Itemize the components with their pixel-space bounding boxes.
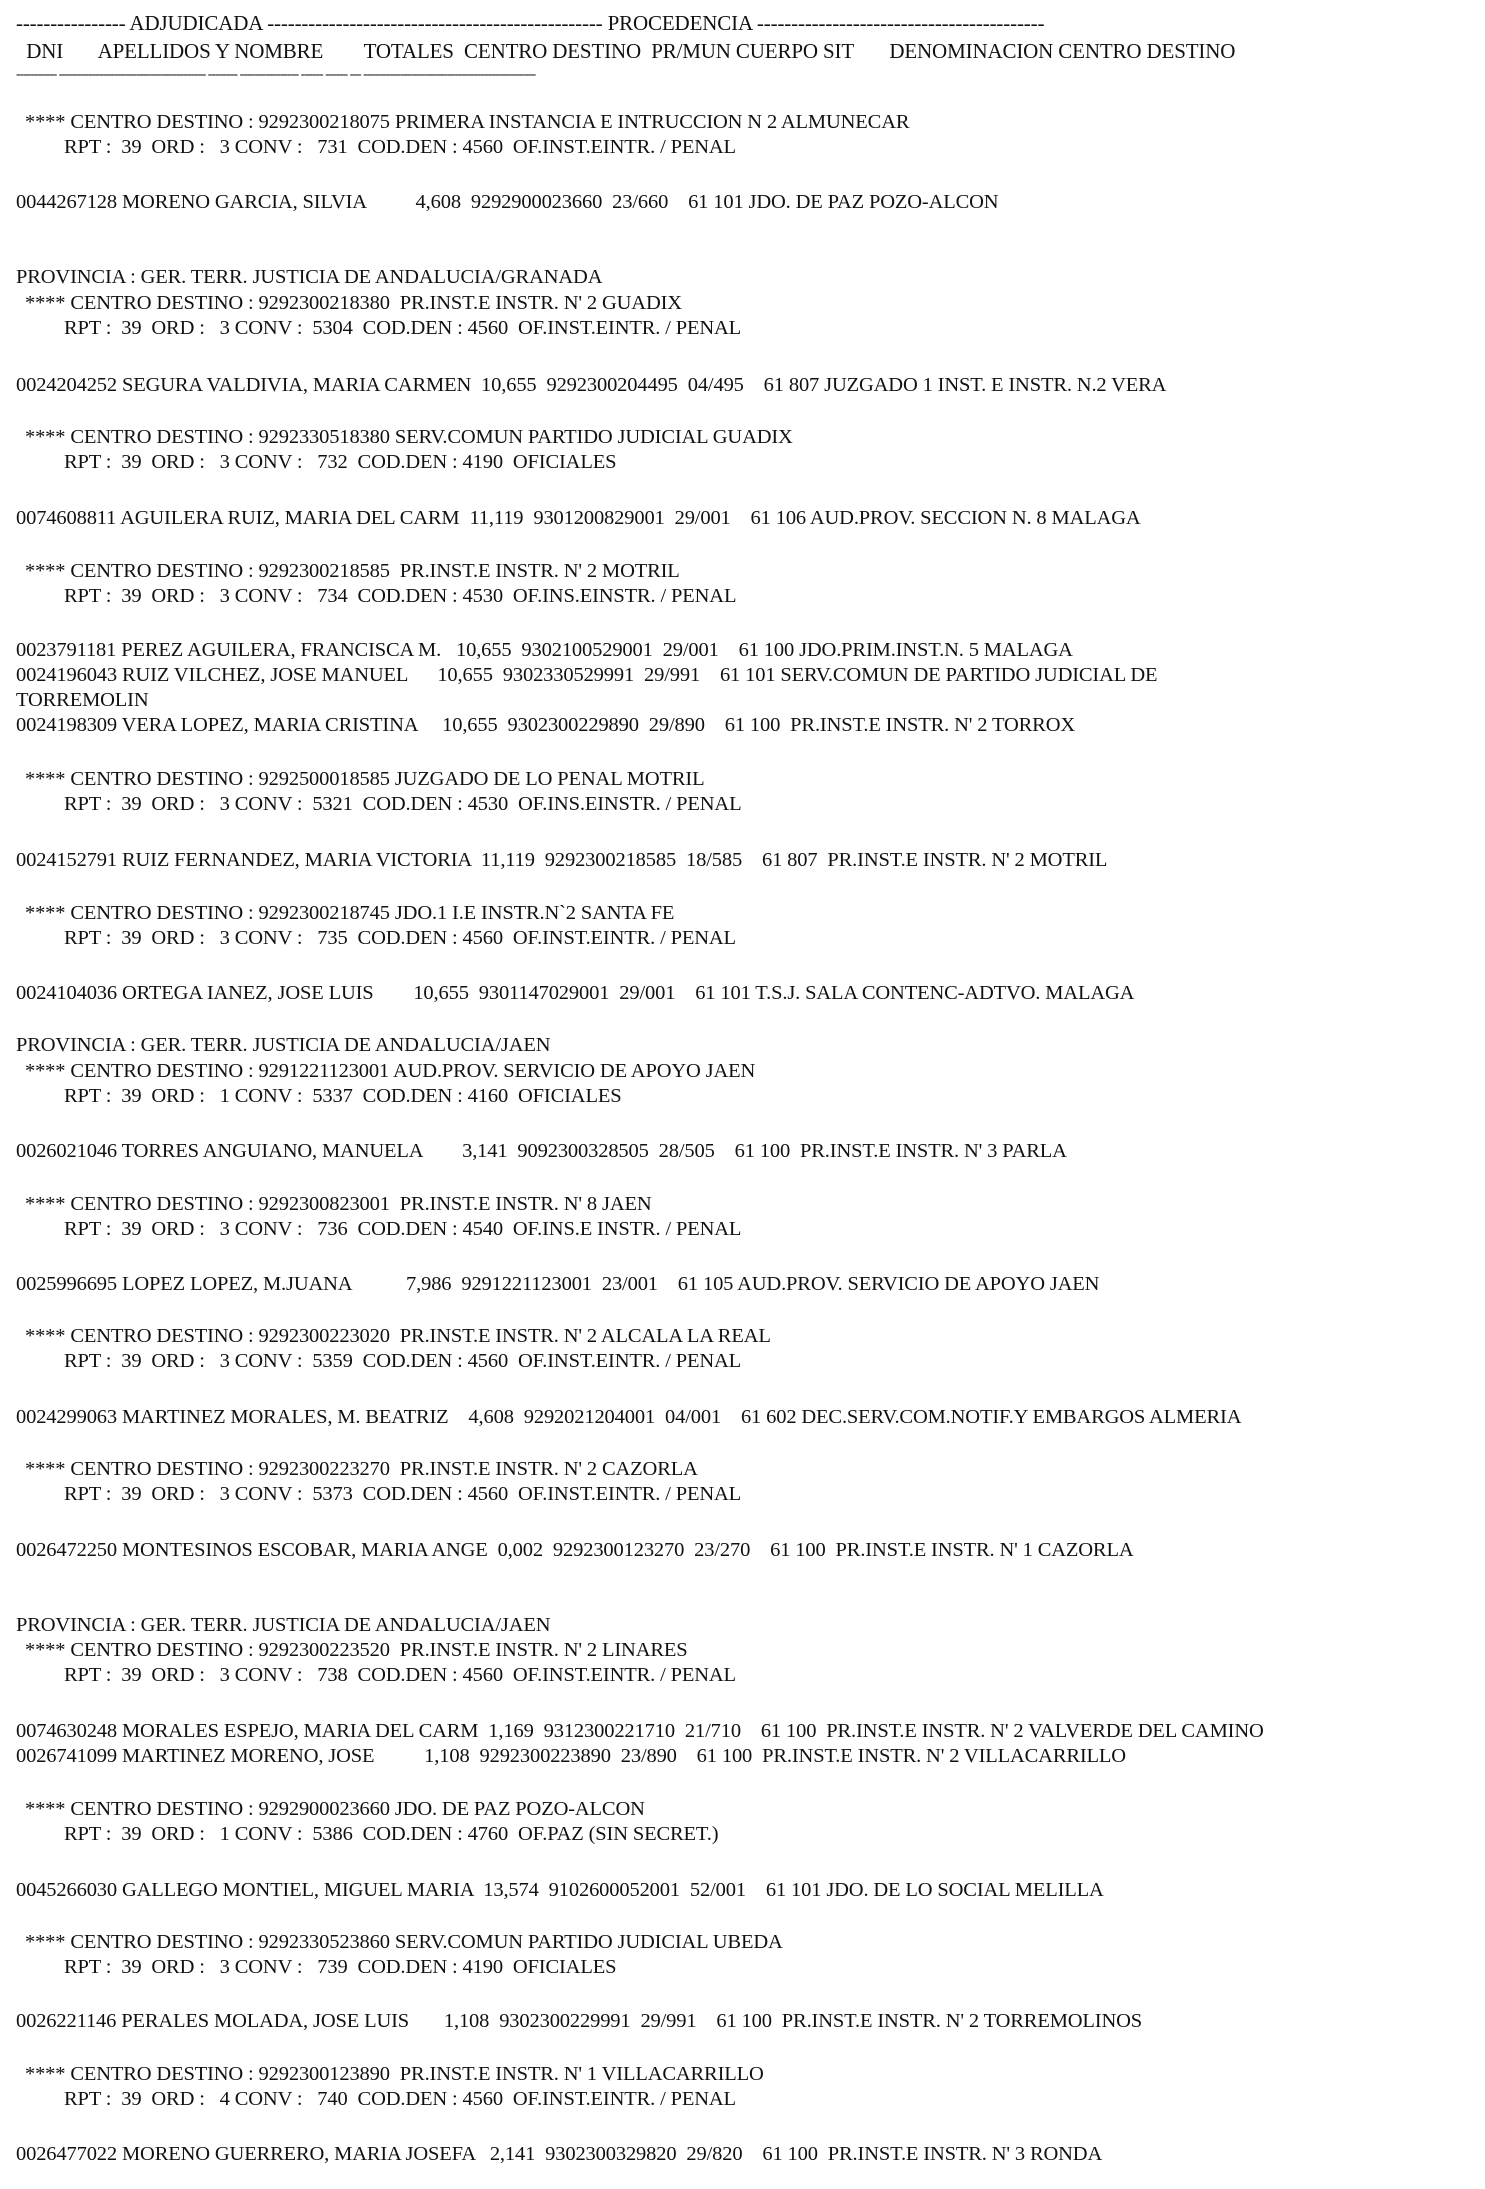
centro-destino-line: **** CENTRO DESTINO : 9292300218585 PR.INST.E INSTR. N' 2 MOTRIL: [20, 560, 680, 582]
rpt-line: RPT : 39 ORD : 3 CONV : 5359 COD.DEN : 4560 OF.INST.EINTR. / PENAL: [64, 1350, 742, 1372]
record-line: 0025996695 LOPEZ LOPEZ, M.JUANA 7,986 9291221123001 23/001 61 105 AUD.PROV. SERVICIO DE APOYO JAEN: [16, 1273, 1100, 1295]
record-line: 0026021046 TORRES ANGUIANO, MANUELA 3,141 9092300328505 28/505 61 100 PR.INST.E INSTR. N' 3 PARLA: [16, 1140, 1067, 1162]
record-line: 0074608811 AGUILERA RUIZ, MARIA DEL CARM 11,119 9301200829001 29/001 61 106 AUD.PROV. SECCION N. 8 MALAGA: [16, 507, 1141, 529]
rpt-line: RPT : 39 ORD : 3 CONV : 735 COD.DEN : 4560 OF.INST.EINTR. / PENAL: [64, 927, 736, 949]
rpt-line: RPT : 39 ORD : 1 CONV : 5386 COD.DEN : 4760 OF.PAZ (SIN SECRET.): [64, 1823, 719, 1845]
header-row-3: ----------- ---------------------------------------- -------- ---------------- ------ ------ --- -----------------------------------------------: [16, 67, 536, 82]
rpt-line: RPT : 39 ORD : 3 CONV : 5304 COD.DEN : 4560 OF.INST.EINTR. / PENAL: [64, 317, 742, 339]
record-line: 0026221146 PERALES MOLADA, JOSE LUIS 1,108 9302300229991 29/991 61 100 PR.INST.E INSTR. N' 2 TORREMOLINOS: [16, 2010, 1143, 2032]
centro-destino-line: **** CENTRO DESTINO : 9292300218380 PR.INST.E INSTR. N' 2 GUADIX: [20, 292, 682, 314]
rpt-line: RPT : 39 ORD : 3 CONV : 736 COD.DEN : 4540 OF.INS.E INSTR. / PENAL: [64, 1218, 742, 1240]
record-line: 0024104036 ORTEGA IANEZ, JOSE LUIS 10,655 9301147029001 29/001 61 101 T.S.J. SALA CONTENC-ADTVO. MALAGA: [16, 982, 1135, 1004]
centro-destino-line: **** CENTRO DESTINO : 9292300223020 PR.INST.E INSTR. N' 2 ALCALA LA REAL: [20, 1325, 771, 1347]
record-line: 0024152791 RUIZ FERNANDEZ, MARIA VICTORIA 11,119 9292300218585 18/585 61 807 PR.INST.E INSTR. N' 2 MOTRIL: [16, 849, 1108, 871]
centro-destino-line: **** CENTRO DESTINO : 9292900023660 JDO. DE PAZ POZO-ALCON: [20, 1798, 645, 1820]
centro-destino-line: **** CENTRO DESTINO : 9292330523860 SERV.COMUN PARTIDO JUDICIAL UBEDA: [20, 1931, 783, 1953]
rpt-line: RPT : 39 ORD : 3 CONV : 734 COD.DEN : 4530 OF.INS.EINSTR. / PENAL: [64, 585, 737, 607]
rpt-line: RPT : 39 ORD : 3 CONV : 731 COD.DEN : 4560 OF.INST.EINTR. / PENAL: [64, 136, 736, 158]
centro-destino-line: **** CENTRO DESTINO : 9292300823001 PR.INST.E INSTR. N' 8 JAEN: [20, 1193, 652, 1215]
record-line: TORREMOLIN: [16, 689, 149, 711]
record-line: 0024204252 SEGURA VALDIVIA, MARIA CARMEN 10,655 9292300204495 04/495 61 807 JUZGADO 1 INST. E INSTR. N.2 VERA: [16, 374, 1167, 396]
centro-destino-line: **** CENTRO DESTINO : 9292300123890 PR.INST.E INSTR. N' 1 VILLACARRILLO: [20, 2063, 764, 2085]
rpt-line: RPT : 39 ORD : 3 CONV : 738 COD.DEN : 4560 OF.INST.EINTR. / PENAL: [64, 1664, 736, 1686]
rpt-line: RPT : 39 ORD : 1 CONV : 5337 COD.DEN : 4160 OFICIALES: [64, 1085, 622, 1107]
record-line: 0026477022 MORENO GUERRERO, MARIA JOSEFA 2,141 9302300329820 29/820 61 100 PR.INST.E INSTR. N' 3 RONDA: [16, 2143, 1103, 2165]
centro-destino-line: **** CENTRO DESTINO : 9292300218745 JDO.1 I.E INSTR.N`2 SANTA FE: [20, 902, 675, 924]
header-row-1: ---------------- ADJUDICADA ------------------------------------------------- PROCEDENCIA ------------------------------------------: [16, 11, 1045, 35]
record-line: 0074630248 MORALES ESPEJO, MARIA DEL CARM 1,169 9312300221710 21/710 61 100 PR.INST.E INSTR. N' 2 VALVERDE DEL CAMINO: [16, 1720, 1264, 1742]
record-line: 0026741099 MARTINEZ MORENO, JOSE 1,108 9292300223890 23/890 61 100 PR.INST.E INSTR. N' 2 VILLACARRILLO: [16, 1745, 1126, 1767]
record-line: 0024299063 MARTINEZ MORALES, M. BEATRIZ 4,608 9292021204001 04/001 61 602 DEC.SERV.COM.NOTIF.Y EMBARGOS ALMERIA: [16, 1406, 1242, 1428]
rpt-line: RPT : 39 ORD : 4 CONV : 740 COD.DEN : 4560 OF.INST.EINTR. / PENAL: [64, 2088, 736, 2110]
record-line: 0024196043 RUIZ VILCHEZ, JOSE MANUEL 10,655 9302330529991 29/991 61 101 SERV.COMUN DE PARTIDO JUDICIAL DE: [16, 664, 1158, 686]
rpt-line: RPT : 39 ORD : 3 CONV : 5373 COD.DEN : 4560 OF.INST.EINTR. / PENAL: [64, 1483, 742, 1505]
rpt-line: RPT : 39 ORD : 3 CONV : 739 COD.DEN : 4190 OFICIALES: [64, 1956, 617, 1978]
provincia-line: PROVINCIA : GER. TERR. JUSTICIA DE ANDALUCIA/JAEN: [16, 1034, 551, 1056]
centro-destino-line: **** CENTRO DESTINO : 9292300218075 PRIMERA INSTANCIA E INTRUCCION N 2 ALMUNECAR: [20, 111, 910, 133]
header-row-2: DNI APELLIDOS Y NOMBRE TOTALES CENTRO DESTINO PR/MUN CUERPO SIT DENOMINACION CENTRO DESTINO: [16, 39, 1236, 63]
record-line: 0045266030 GALLEGO MONTIEL, MIGUEL MARIA 13,574 9102600052001 52/001 61 101 JDO. DE LO SOCIAL MELILLA: [16, 1879, 1104, 1901]
rpt-line: RPT : 39 ORD : 3 CONV : 732 COD.DEN : 4190 OFICIALES: [64, 451, 617, 473]
centro-destino-line: **** CENTRO DESTINO : 9291221123001 AUD.PROV. SERVICIO DE APOYO JAEN: [20, 1060, 756, 1082]
record-line: 0044267128 MORENO GARCIA, SILVIA 4,608 9292900023660 23/660 61 101 JDO. DE PAZ POZO-ALCON: [16, 191, 999, 213]
centro-destino-line: **** CENTRO DESTINO : 9292300223520 PR.INST.E INSTR. N' 2 LINARES: [20, 1639, 688, 1661]
centro-destino-line: **** CENTRO DESTINO : 9292300223270 PR.INST.E INSTR. N' 2 CAZORLA: [20, 1458, 698, 1480]
rpt-line: RPT : 39 ORD : 3 CONV : 5321 COD.DEN : 4530 OF.INS.EINSTR. / PENAL: [64, 793, 742, 815]
record-line: 0023791181 PEREZ AGUILERA, FRANCISCA M. 10,655 9302100529001 29/001 61 100 JDO.PRIM.INST.N. 5 MALAGA: [16, 639, 1073, 661]
record-line: 0026472250 MONTESINOS ESCOBAR, MARIA ANGE 0,002 9292300123270 23/270 61 100 PR.INST.E INSTR. N' 1 CAZORLA: [16, 1539, 1134, 1561]
provincia-line: PROVINCIA : GER. TERR. JUSTICIA DE ANDALUCIA/JAEN: [16, 1614, 551, 1636]
centro-destino-line: **** CENTRO DESTINO : 9292330518380 SERV.COMUN PARTIDO JUDICIAL GUADIX: [20, 426, 793, 448]
provincia-line: PROVINCIA : GER. TERR. JUSTICIA DE ANDALUCIA/GRANADA: [16, 266, 603, 288]
centro-destino-line: **** CENTRO DESTINO : 9292500018585 JUZGADO DE LO PENAL MOTRIL: [20, 768, 705, 790]
record-line: 0024198309 VERA LOPEZ, MARIA CRISTINA 10,655 9302300229890 29/890 61 100 PR.INST.E INSTR. N' 2 TORROX: [16, 714, 1076, 736]
